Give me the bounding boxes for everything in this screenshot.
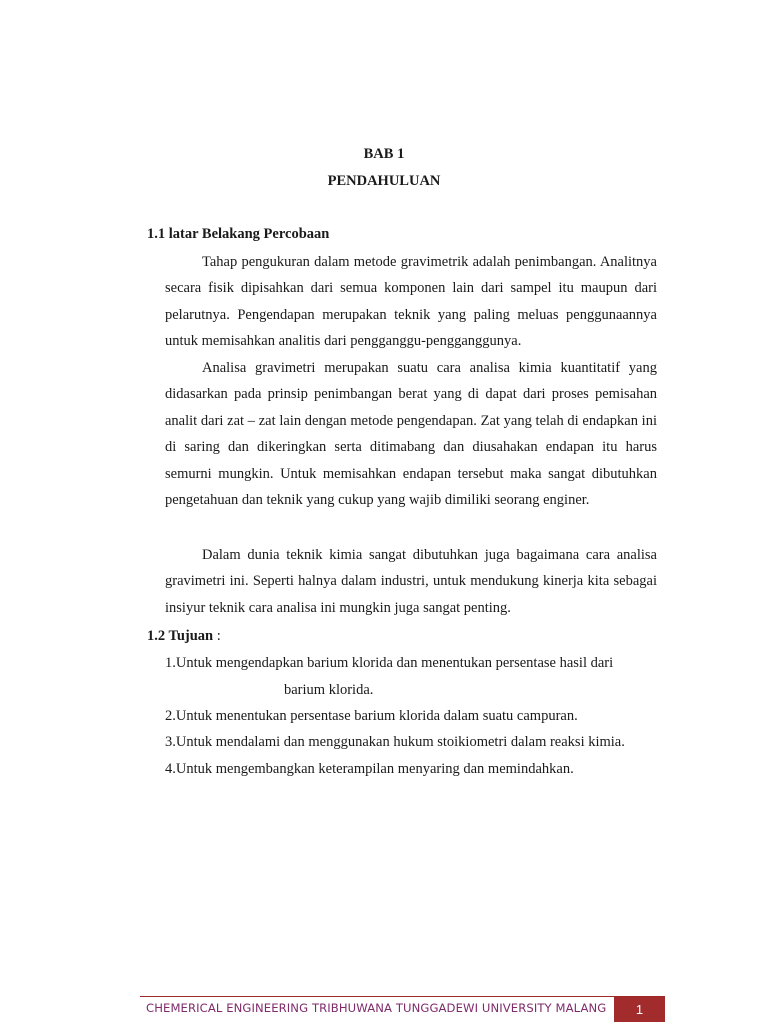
page-number: 1 [614, 997, 665, 1022]
paragraph-1: Tahap pengukuran dalam metode gravimetrik adalah penimbangan. Analitnya secara fisik dipisahkan dari semua komponen lain dari sampel itu maupun dari pelarutnya. Pengendapan merupakan teknik yang paling meluas penggunaannya untuk memisahkan analitis dari pengganggu-pengganggunya. [165, 254, 657, 350]
chapter-title: PENDAHULUAN [327, 173, 441, 189]
paragraph-2: Analisa gravimetri merupakan suatu cara analisa kimia kuantitatif yang didasarkan pada prinsip penimbangan berat yang di dapat dari proses pemisahan analit dari zat – zat lain dengan metode pengendapan. Zat yang telah di endapkan ini di saring dan dikeringkan serta ditimabang dan diusahakan endapan itu harus semurni mungkin. Untuk memisahkan endapan tersebut maka sangat dibutuhkan pengetahuan dan teknik yang cukup yang wajib dimiliki seorang enginer. [165, 360, 657, 509]
section-heading-goals-colon: : [213, 628, 221, 644]
goal-item-3: 3.Untuk mendalami dan menggunakan hukum stoikiometri dalam reaksi kimia. [165, 734, 625, 750]
goal-item-2: 2.Untuk menentukan persentase barium klorida dalam suatu campuran. [165, 708, 578, 724]
goal-item-4: 4.Untuk mengembangkan keterampilan menyaring dan memindahkan. [165, 761, 574, 777]
section-heading-goals [147, 628, 221, 645]
footer-text: CHEMERICAL ENGINEERING TRIBHUWANA TUNGGADEWI UNIVERSITY MALANG [146, 1001, 607, 1015]
goal-item-1-continuation: barium klorida. [284, 682, 374, 698]
chapter-number: BAB 1 [363, 146, 405, 162]
section-heading-text: 1.1 latar Belakang Percobaan [147, 226, 330, 242]
footer-divider [140, 996, 665, 997]
section-heading-goals-text: 1.2 Tujuan [147, 628, 214, 644]
section-heading-background [147, 226, 329, 243]
goal-item-1: 1.Untuk mengendapkan barium klorida dan menentukan persentase hasil dari [165, 655, 614, 671]
paragraph-3: Dalam dunia teknik kimia sangat dibutuhkan juga bagaimana cara analisa gravimetri ini. Seperti halnya dalam industri, untuk mendukung kinerja kita sebagai insiyur teknik cara analisa ini mungkin juga sangat penting. [165, 547, 657, 616]
